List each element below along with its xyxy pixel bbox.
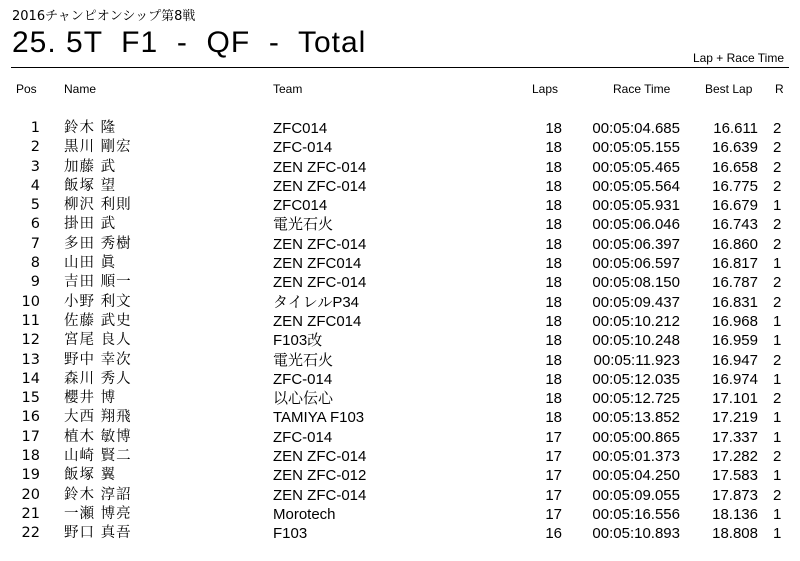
- best-lap-cell: 16.775: [712, 177, 758, 195]
- r-cell: 1: [773, 428, 782, 446]
- laps-cell: 18: [545, 139, 562, 157]
- table-row: [0, 177, 800, 196]
- driver-name-cell: 櫻井 博: [64, 390, 117, 407]
- race-time-cell: 00:05:05.931: [592, 197, 680, 215]
- r-cell: 1: [773, 370, 782, 388]
- driver-name-cell: 野口 真吾: [64, 525, 132, 542]
- team-cell: 以心伝心: [273, 390, 334, 408]
- r-cell: 2: [773, 139, 782, 157]
- race-time-cell: 00:05:08.150: [592, 274, 680, 292]
- laps-cell: 17: [545, 448, 562, 466]
- r-cell: 1: [773, 409, 782, 427]
- position-cell: 12: [21, 332, 40, 349]
- laps-cell: 16: [545, 525, 562, 543]
- driver-name-cell: 大西 翔飛: [64, 409, 132, 426]
- driver-name-cell: 飯塚 望: [64, 177, 117, 194]
- laps-cell: 18: [545, 177, 562, 195]
- team-cell: タイレルP34: [273, 293, 360, 311]
- best-lap-cell: 16.860: [712, 235, 758, 253]
- team-cell: F103改: [273, 332, 323, 350]
- r-cell: 1: [773, 197, 782, 215]
- team-cell: 電光石火: [273, 351, 334, 369]
- team-cell: ZEN ZFC-014: [273, 158, 367, 176]
- table-row: [0, 428, 800, 447]
- position-cell: 2: [30, 139, 40, 156]
- laps-cell: 17: [545, 486, 562, 504]
- table-row: [0, 119, 800, 138]
- driver-name-cell: 一瀬 博亮: [64, 505, 132, 522]
- position-cell: 13: [21, 351, 40, 368]
- team-cell: ZFC014: [273, 120, 328, 137]
- table-row: [0, 408, 800, 427]
- team-cell: ZEN ZFC-014: [273, 486, 367, 504]
- driver-name-cell: 小野 利文: [64, 293, 132, 310]
- position-cell: 5: [30, 197, 40, 214]
- column-header-best-lap: Best Lap: [705, 82, 753, 96]
- best-lap-cell: 16.658: [712, 158, 758, 176]
- driver-name-cell: 飯塚 翼: [64, 467, 117, 484]
- driver-name-cell: 多田 秀樹: [64, 235, 132, 252]
- table-row: [0, 235, 800, 254]
- race-time-cell: 00:05:12.725: [592, 390, 680, 408]
- results-table: [0, 119, 800, 544]
- position-cell: 20: [21, 486, 40, 503]
- laps-cell: 18: [545, 293, 562, 311]
- team-cell: ZFC-014: [273, 370, 333, 388]
- table-row: [0, 331, 800, 350]
- laps-cell: 17: [545, 428, 562, 446]
- r-cell: 2: [773, 158, 782, 176]
- driver-name-cell: 佐藤 武史: [64, 312, 132, 329]
- position-cell: 8: [30, 255, 40, 272]
- team-cell: ZFC-014: [273, 139, 333, 157]
- column-header-pos: Pos: [16, 82, 37, 96]
- driver-name-cell: 植木 敏博: [64, 428, 132, 445]
- r-cell: 2: [773, 274, 782, 292]
- best-lap-cell: 16.968: [712, 312, 758, 330]
- position-cell: 19: [21, 467, 40, 484]
- lap-race-time-label: Lap + Race Time: [692, 51, 784, 65]
- laps-cell: 18: [545, 390, 562, 408]
- race-time-cell: 00:05:05.465: [592, 158, 680, 176]
- table-row: [0, 196, 800, 215]
- header-rule: [11, 67, 789, 68]
- laps-cell: 18: [545, 332, 562, 350]
- team-cell: ZEN ZFC-014: [273, 177, 367, 195]
- race-time-cell: 00:05:12.035: [592, 370, 680, 388]
- position-cell: 7: [30, 235, 40, 252]
- laps-cell: 17: [545, 505, 562, 523]
- best-lap-cell: 17.873: [712, 486, 758, 504]
- driver-name-cell: 加藤 武: [64, 158, 117, 175]
- best-lap-cell: 17.583: [712, 467, 758, 485]
- column-header-r: R: [775, 82, 784, 96]
- best-lap-cell: 18.808: [712, 525, 758, 543]
- driver-name-cell: 山田 眞: [64, 255, 117, 272]
- position-cell: 3: [30, 158, 40, 175]
- position-cell: 18: [21, 448, 40, 465]
- race-time-cell: 00:05:09.437: [592, 293, 680, 311]
- r-cell: 1: [773, 525, 782, 543]
- best-lap-cell: 17.337: [712, 428, 758, 446]
- team-cell: ZEN ZFC014: [273, 255, 362, 273]
- race-time-cell: 00:05:04.685: [592, 120, 680, 137]
- table-row: [0, 389, 800, 408]
- position-cell: 22: [21, 525, 40, 542]
- column-header-name: Name: [64, 82, 97, 96]
- column-header-team: Team: [273, 82, 303, 96]
- r-cell: 1: [773, 255, 782, 273]
- table-row: [0, 273, 800, 292]
- position-cell: 9: [30, 274, 40, 291]
- r-cell: 2: [773, 351, 782, 369]
- position-cell: 11: [21, 312, 40, 329]
- team-cell: ZEN ZFC-014: [273, 448, 367, 466]
- race-time-cell: 00:05:13.852: [592, 409, 680, 427]
- laps-cell: 18: [545, 274, 562, 292]
- race-time-cell: 00:05:10.893: [592, 525, 680, 543]
- best-lap-cell: 16.787: [712, 274, 758, 292]
- position-cell: 10: [21, 293, 40, 310]
- laps-cell: 17: [545, 467, 562, 485]
- r-cell: 2: [773, 120, 782, 137]
- best-lap-cell: 16.639: [712, 139, 758, 157]
- driver-name-cell: 柳沢 利則: [64, 197, 132, 214]
- best-lap-cell: 17.282: [712, 448, 758, 466]
- position-cell: 17: [21, 428, 40, 445]
- event-subtitle: 2016チャンピオンシップ第8戦: [12, 9, 196, 24]
- best-lap-cell: 16.817: [712, 255, 758, 273]
- table-row: [0, 486, 800, 505]
- team-cell: ZEN ZFC-014: [273, 274, 367, 292]
- table-row: [0, 254, 800, 273]
- column-header-laps: Laps: [532, 82, 559, 96]
- position-cell: 4: [30, 177, 40, 194]
- r-cell: 2: [773, 293, 782, 311]
- race-time-cell: 00:05:04.250: [592, 467, 680, 485]
- driver-name-cell: 鈴木 隆: [64, 120, 117, 136]
- race-time-cell: 00:05:10.212: [592, 312, 680, 330]
- laps-cell: 18: [545, 197, 562, 215]
- team-cell: ZEN ZFC-014: [273, 235, 367, 253]
- team-cell: ZEN ZFC-012: [273, 467, 367, 485]
- table-row: [0, 158, 800, 177]
- best-lap-cell: 16.831: [712, 293, 758, 311]
- table-row: [0, 138, 800, 157]
- position-cell: 15: [21, 390, 40, 407]
- r-cell: 1: [773, 312, 782, 330]
- race-time-cell: 00:05:05.155: [592, 139, 680, 157]
- race-time-cell: 00:05:10.248: [592, 332, 680, 350]
- r-cell: 2: [773, 235, 782, 253]
- best-lap-cell: 18.136: [712, 505, 758, 523]
- laps-cell: 18: [545, 255, 562, 273]
- laps-cell: 18: [545, 235, 562, 253]
- team-cell: F103: [273, 525, 308, 543]
- r-cell: 2: [773, 448, 782, 466]
- driver-name-cell: 掛田 武: [64, 216, 117, 233]
- laps-cell: 18: [545, 370, 562, 388]
- r-cell: 2: [773, 390, 782, 408]
- r-cell: 2: [773, 216, 782, 234]
- best-lap-cell: 17.101: [712, 390, 758, 408]
- best-lap-cell: 16.947: [712, 351, 758, 369]
- team-cell: ZFC014: [273, 197, 328, 215]
- table-row: [0, 447, 800, 466]
- table-row: [0, 312, 800, 331]
- position-cell: 1: [30, 120, 40, 136]
- table-row: [0, 524, 800, 543]
- r-cell: 2: [773, 486, 782, 504]
- team-cell: TAMIYA F103: [273, 409, 365, 427]
- team-cell: ZEN ZFC014: [273, 312, 362, 330]
- r-cell: 1: [773, 467, 782, 485]
- race-time-cell: 00:05:16.556: [592, 505, 680, 523]
- driver-name-cell: 野中 幸次: [64, 351, 132, 368]
- column-header-race-time: Race Time: [613, 82, 671, 96]
- position-cell: 16: [21, 409, 40, 426]
- race-time-cell: 00:05:05.564: [592, 177, 680, 195]
- race-time-cell: 00:05:01.373: [592, 448, 680, 466]
- driver-name-cell: 黒川 剛宏: [64, 139, 132, 156]
- driver-name-cell: 森川 秀人: [64, 370, 132, 387]
- driver-name-cell: 山崎 賢二: [64, 448, 132, 465]
- laps-cell: 18: [545, 312, 562, 330]
- team-cell: 電光石火: [273, 216, 334, 234]
- table-row: [0, 215, 800, 234]
- driver-name-cell: 鈴木 淳詔: [64, 486, 132, 503]
- best-lap-cell: 16.743: [712, 216, 758, 234]
- driver-name-cell: 宮尾 良人: [64, 332, 132, 349]
- table-row: [0, 351, 800, 370]
- laps-cell: 18: [545, 409, 562, 427]
- table-row: [0, 370, 800, 389]
- race-time-cell: 00:05:06.397: [592, 235, 680, 253]
- driver-name-cell: 吉田 順一: [64, 274, 132, 291]
- table-row: [0, 293, 800, 312]
- best-lap-cell: 16.679: [712, 197, 758, 215]
- best-lap-cell: 16.974: [712, 370, 758, 388]
- team-cell: Morotech: [273, 505, 336, 523]
- race-time-cell: 00:05:06.597: [592, 255, 680, 273]
- position-cell: 6: [30, 216, 40, 233]
- race-time-cell: 00:05:09.055: [592, 486, 680, 504]
- laps-cell: 18: [545, 120, 562, 137]
- r-cell: 1: [773, 505, 782, 523]
- laps-cell: 18: [545, 351, 562, 369]
- table-row: [0, 505, 800, 524]
- team-cell: ZFC-014: [273, 428, 333, 446]
- race-time-cell: 00:05:00.865: [592, 428, 680, 446]
- table-row: [0, 466, 800, 485]
- best-lap-cell: 16.611: [713, 120, 758, 137]
- race-time-cell: 00:05:06.046: [592, 216, 680, 234]
- best-lap-cell: 16.959: [712, 332, 758, 350]
- best-lap-cell: 17.219: [712, 409, 758, 427]
- laps-cell: 18: [545, 158, 562, 176]
- laps-cell: 18: [545, 216, 562, 234]
- r-cell: 1: [773, 332, 782, 350]
- r-cell: 2: [773, 177, 782, 195]
- position-cell: 14: [21, 370, 40, 387]
- position-cell: 21: [21, 505, 40, 522]
- race-time-cell: 00:05:11.923: [593, 351, 680, 369]
- page-title: 25. 5T F1 - QF - Total: [12, 26, 367, 59]
